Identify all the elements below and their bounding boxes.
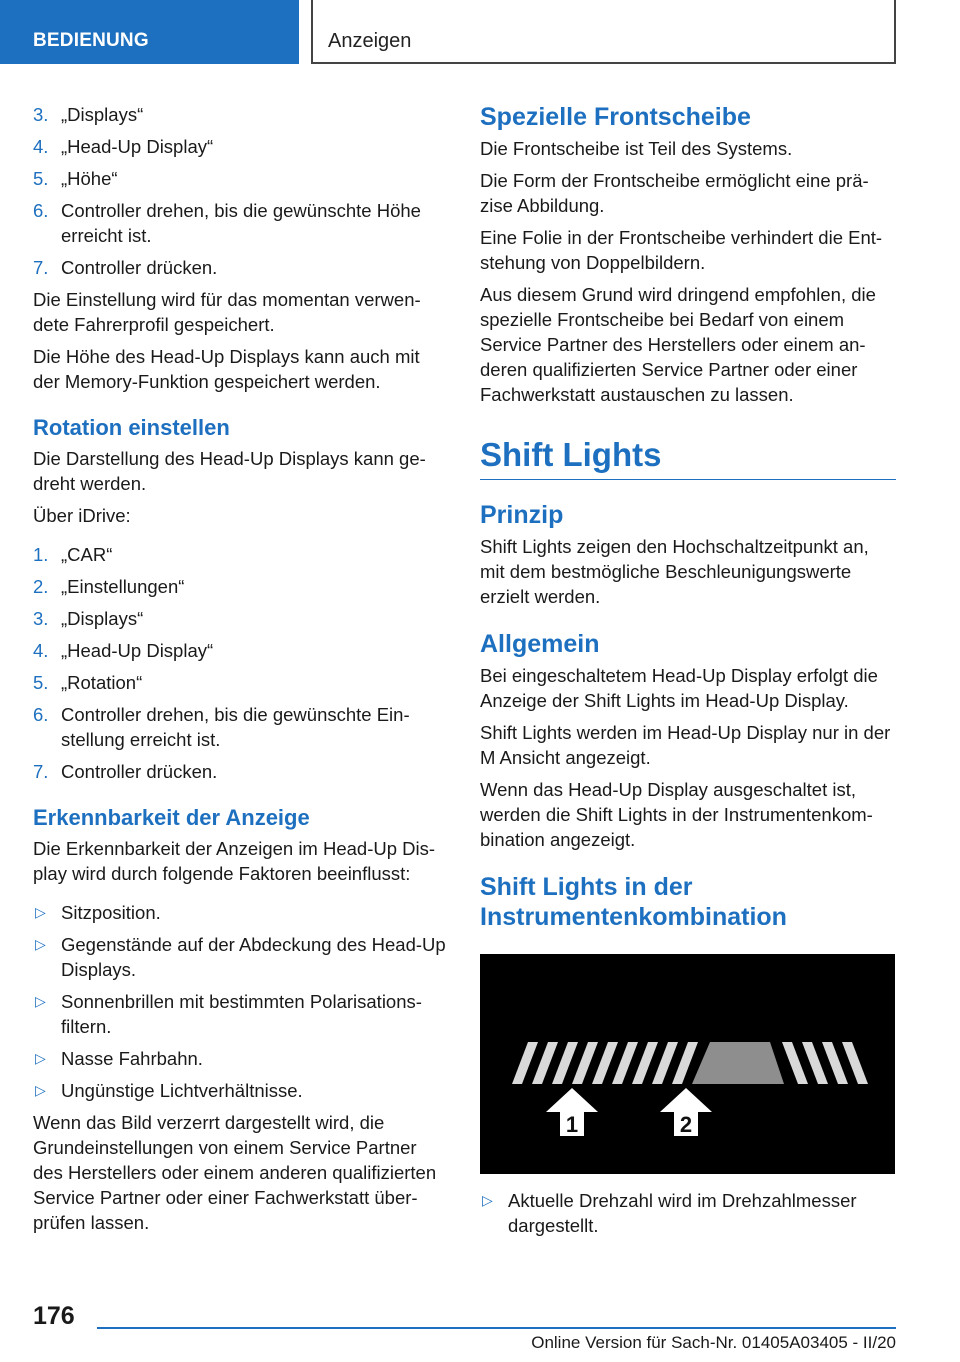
paragraph: Aus diesem Grund wird dringend empfohlen, die spezielle Frontscheibe bei Bedarf von einem Service Partner des Herstellers oder einem an-deren qualifizierten Service Partner oder einer Fachwerkstatt austauschen zu lassen. bbox=[480, 284, 876, 405]
list-text: Controller drehen, bis die gewünschte Ein-stellung erreicht ist. bbox=[61, 704, 410, 750]
list-text: Ungünstige Lichtverhältnisse. bbox=[61, 1080, 303, 1101]
list-text: „Displays“ bbox=[61, 104, 144, 125]
shift-lights-figure bbox=[480, 954, 895, 1174]
list-item bbox=[33, 638, 449, 663]
arrow-up-icon bbox=[660, 1088, 712, 1137]
right-column bbox=[480, 102, 896, 1245]
arrow-up-icon bbox=[546, 1088, 598, 1137]
heading-instrumentenkombination: Shift Lights in der Instrumentenkombination bbox=[480, 873, 787, 931]
list-number: 5. bbox=[33, 168, 49, 189]
list-number: 1. bbox=[33, 544, 49, 565]
list-text: „Head-Up Display“ bbox=[61, 640, 214, 661]
list-item bbox=[33, 134, 449, 159]
list-number: 4. bbox=[33, 640, 49, 661]
footer-divider bbox=[97, 1327, 896, 1329]
paragraph: Die Höhe des Head-Up Displays kann auch mit der Memory-Funktion gespeichert werden. bbox=[33, 346, 420, 392]
shift-light-segment bbox=[652, 1042, 678, 1084]
list-number: 4. bbox=[33, 136, 49, 157]
numbered-list-height bbox=[33, 102, 449, 280]
triangle-bullet-icon: ▷ bbox=[35, 936, 46, 952]
paragraph: Shift Lights werden im Head-Up Display nur in der M Ansicht angezeigt. bbox=[480, 722, 891, 768]
paragraph: Die Einstellung wird für das momentan verwen-dete Fahrerprofil gespeichert. bbox=[33, 289, 421, 335]
list-item bbox=[33, 255, 449, 280]
list-number: 6. bbox=[33, 704, 49, 725]
list-text: Aktuelle Drehzahl wird im Drehzahlmesser dargestellt. bbox=[508, 1190, 857, 1236]
list-number: 3. bbox=[33, 104, 49, 125]
triangle-bullet-icon: ▷ bbox=[35, 904, 46, 920]
marker-1: 1 bbox=[565, 1112, 579, 1137]
list-number: 6. bbox=[33, 200, 49, 221]
triangle-bullet-icon: ▷ bbox=[35, 993, 46, 1009]
shift-light-segment bbox=[532, 1042, 558, 1084]
triangle-bullet-icon: ▷ bbox=[35, 1050, 46, 1066]
list-item bbox=[33, 759, 449, 784]
list-item bbox=[33, 606, 449, 631]
shift-light-segment bbox=[672, 1042, 698, 1084]
list-item bbox=[33, 1046, 449, 1071]
paragraph: Wenn das Head-Up Display ausgeschaltet ist, werden die Shift Lights in der Instrumentenkom-bination angezeigt. bbox=[480, 779, 873, 850]
list-item bbox=[33, 989, 449, 1039]
shift-light-segment bbox=[802, 1042, 828, 1084]
list-text: Nasse Fahrbahn. bbox=[61, 1048, 203, 1069]
shift-light-segment bbox=[782, 1042, 808, 1084]
bullet-list-shift bbox=[480, 1188, 896, 1238]
paragraph: Die Frontscheibe ist Teil des Systems. bbox=[480, 138, 793, 159]
heading-frontscheibe: Spezielle Frontscheibe bbox=[480, 103, 751, 131]
list-number: 3. bbox=[33, 608, 49, 629]
triangle-bullet-icon: ▷ bbox=[482, 1192, 493, 1208]
paragraph: Die Form der Frontscheibe ermöglicht eine prä-zise Abbildung. bbox=[480, 170, 869, 216]
heading-prinzip: Prinzip bbox=[480, 501, 564, 529]
list-text: Controller drücken. bbox=[61, 761, 218, 782]
list-number: 7. bbox=[33, 761, 49, 782]
triangle-bullet-icon: ▷ bbox=[35, 1082, 46, 1098]
list-item bbox=[33, 198, 449, 248]
numbered-list-rotation bbox=[33, 542, 449, 784]
chapter-title: Anzeigen bbox=[311, 0, 896, 64]
list-text: „Einstellungen“ bbox=[61, 576, 185, 597]
heading-allgemein: Allgemein bbox=[480, 630, 600, 658]
list-item bbox=[33, 102, 449, 127]
shift-light-segment bbox=[842, 1042, 868, 1084]
list-text: Controller drücken. bbox=[61, 257, 218, 278]
shift-light-segment bbox=[572, 1042, 598, 1084]
shift-light-segment bbox=[512, 1042, 538, 1084]
shift-light-centre bbox=[692, 1042, 784, 1084]
paragraph: Bei eingeschaltetem Head-Up Display erfolgt die Anzeige der Shift Lights im Head-Up Display. bbox=[480, 665, 878, 711]
shift-light-segment bbox=[612, 1042, 638, 1084]
paragraph: Die Erkennbarkeit der Anzeigen im Head-Up Dis-play wird durch folgende Faktoren beeinflusst: bbox=[33, 838, 436, 884]
list-number: 5. bbox=[33, 672, 49, 693]
list-number: 2. bbox=[33, 576, 49, 597]
list-text: „Rotation“ bbox=[61, 672, 143, 693]
shift-light-segment bbox=[592, 1042, 618, 1084]
section-tab: BEDIENUNG bbox=[0, 0, 299, 64]
list-item bbox=[33, 1078, 449, 1103]
shift-light-segment bbox=[552, 1042, 578, 1084]
paragraph: Über iDrive: bbox=[33, 505, 131, 526]
list-number: 7. bbox=[33, 257, 49, 278]
list-item bbox=[33, 932, 449, 982]
list-text: Sonnenbrillen mit bestimmten Polarisations-filtern. bbox=[61, 991, 422, 1037]
list-item bbox=[33, 574, 449, 599]
list-text: Sitzposition. bbox=[61, 902, 161, 923]
list-text: Gegenstände auf der Abdeckung des Head-Up Displays. bbox=[61, 934, 446, 980]
shift-lights-strip bbox=[512, 1042, 868, 1084]
list-text: „Head-Up Display“ bbox=[61, 136, 214, 157]
page-number: 176 bbox=[33, 1302, 75, 1330]
list-item bbox=[33, 900, 449, 925]
list-item bbox=[33, 702, 449, 752]
paragraph: Shift Lights zeigen den Hochschaltzeitpunkt an, mit dem bestmögliche Beschleunigungswerte erzielt werden. bbox=[480, 536, 869, 607]
list-item bbox=[33, 542, 449, 567]
heading-erkennbarkeit: Erkennbarkeit der Anzeige bbox=[33, 805, 310, 830]
footer-version: Online Version für Sach-Nr. 01405A03405 - II/20 bbox=[531, 1333, 896, 1352]
heading-rotation: Rotation einstellen bbox=[33, 415, 230, 440]
list-item bbox=[480, 1188, 896, 1238]
paragraph: Die Darstellung des Head-Up Displays kann ge-dreht werden. bbox=[33, 448, 426, 494]
list-text: „CAR“ bbox=[61, 544, 113, 565]
list-text: „Displays“ bbox=[61, 608, 144, 629]
list-text: „Höhe“ bbox=[61, 168, 118, 189]
marker-2: 2 bbox=[679, 1112, 693, 1137]
shift-light-segment bbox=[822, 1042, 848, 1084]
left-column bbox=[33, 102, 449, 1242]
paragraph: Wenn das Bild verzerrt dargestellt wird, die Grundeinstellungen von einem Service Partner des Herstellers oder einem anderen qualifizierten Service Partner oder einer Fachwerkstatt über-prüfen lassen. bbox=[33, 1112, 437, 1233]
list-item bbox=[33, 166, 449, 191]
list-item bbox=[33, 670, 449, 695]
bullet-list-factors bbox=[33, 900, 449, 1103]
shift-light-segment bbox=[632, 1042, 658, 1084]
paragraph: Eine Folie in der Frontscheibe verhindert die Ent-stehung von Doppelbildern. bbox=[480, 227, 883, 273]
list-text: Controller drehen, bis die gewünschte Höhe erreicht ist. bbox=[61, 200, 421, 246]
shift-lights-illustration bbox=[480, 954, 895, 1174]
heading-shift-lights: Shift Lights bbox=[480, 435, 896, 480]
